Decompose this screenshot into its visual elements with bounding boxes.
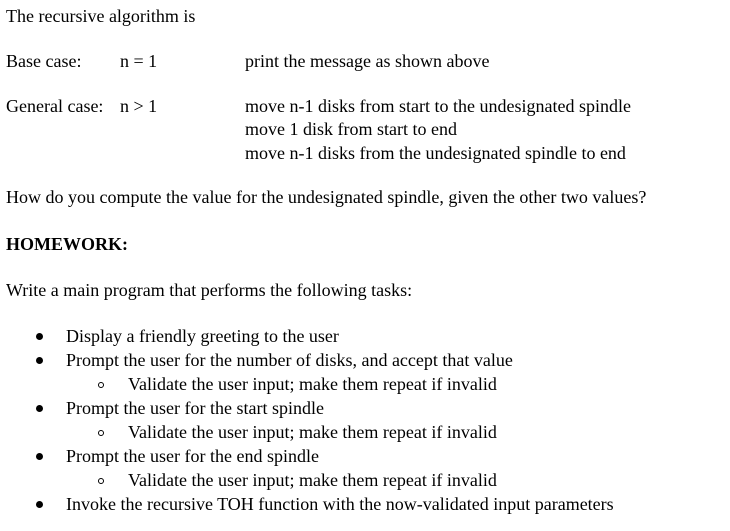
bullet-icon (36, 357, 43, 364)
bullet-icon (36, 333, 43, 340)
task-item: Prompt the user for the number of disks, and accept that value (66, 350, 513, 370)
bullet-icon (36, 501, 43, 508)
task-item: Display a friendly greeting to the user (66, 326, 339, 346)
bullet-icon (36, 453, 43, 460)
general-case-condition: n > 1 (120, 96, 158, 116)
task-item: Invoke the recursive TOH function with the now-validated input parameters (66, 494, 614, 514)
base-case-condition: n = 1 (120, 51, 158, 71)
base-case-label: Base case: (6, 51, 82, 71)
general-case-step: move n-1 disks from the undesignated spindle to end (245, 143, 626, 163)
bullet-icon (36, 405, 43, 412)
question-text: How do you compute the value for the undesignated spindle, given the other two values? (6, 187, 647, 207)
task-subitem: Validate the user input; make them repeat if invalid (128, 422, 497, 442)
task-item: Prompt the user for the start spindle (66, 398, 324, 418)
intro-text: The recursive algorithm is (6, 6, 196, 26)
general-case-step: move n-1 disks from start to the undesignated spindle (245, 96, 631, 116)
general-case-step: move 1 disk from start to end (245, 119, 457, 139)
task-subitem: Validate the user input; make them repeat if invalid (128, 374, 497, 394)
task-subitem: Validate the user input; make them repeat if invalid (128, 470, 497, 490)
sub-bullet-icon (98, 382, 104, 388)
sub-bullet-icon (98, 430, 104, 436)
homework-intro: Write a main program that performs the following tasks: (6, 280, 413, 300)
base-case-action: print the message as shown above (245, 51, 490, 71)
task-item: Prompt the user for the end spindle (66, 446, 319, 466)
homework-heading: HOMEWORK: (6, 234, 128, 254)
general-case-label: General case: (6, 96, 104, 116)
sub-bullet-icon (98, 478, 104, 484)
